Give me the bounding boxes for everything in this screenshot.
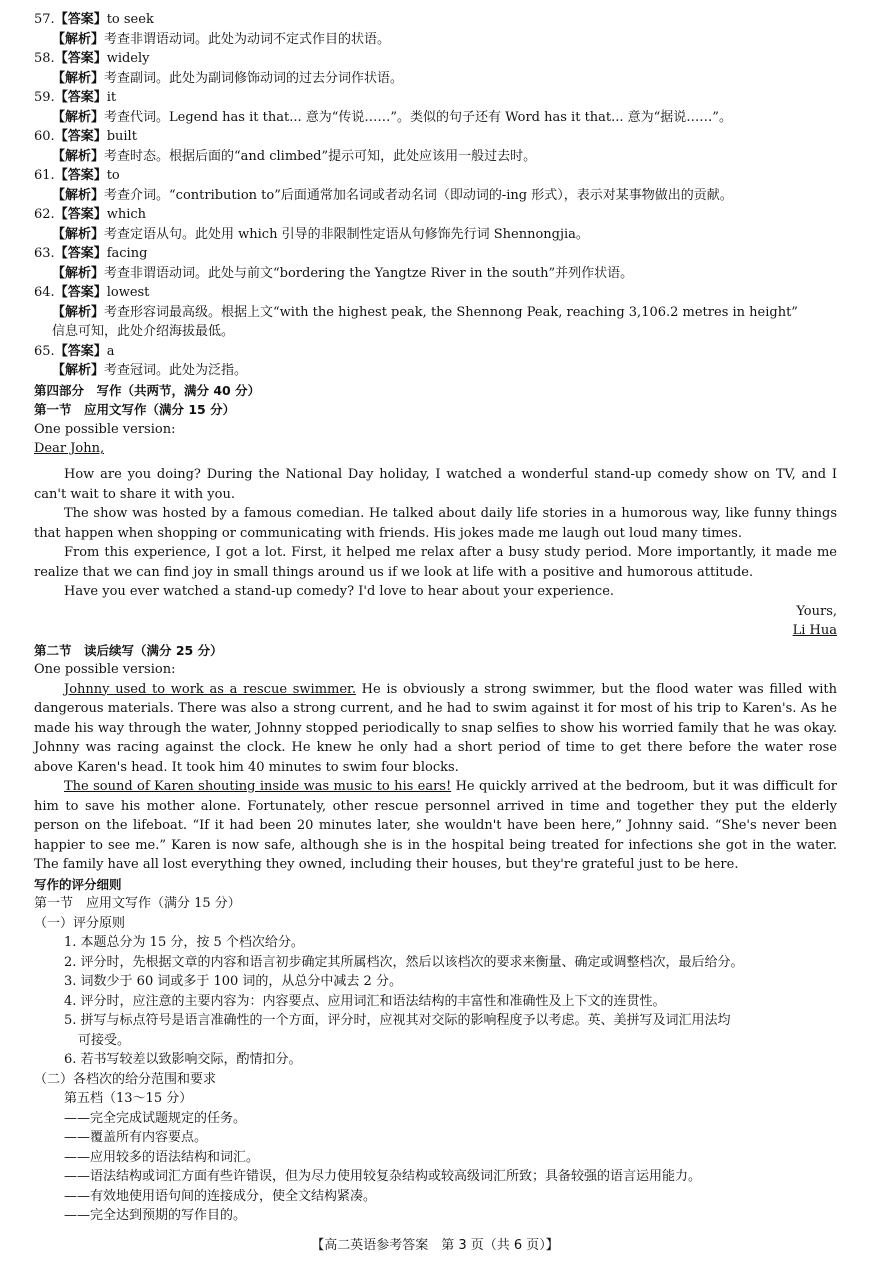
letter-paragraph: Have you ever watched a stand-up comedy? I'd love to hear about your experience. — [64, 584, 615, 599]
principle-item: 5. 拼写与标点符号是语言准确性的一个方面，评分时，应视其对交际的影响程度予以考虑。英、美拼写及词汇用法均 — [64, 1013, 731, 1028]
level-item: ——语法结构或词汇方面有些许错误，但为尽力使用较复杂结构或较高级词汇所致；具备较强的语言运用能力。 — [64, 1169, 702, 1184]
answer-key-page — [34, 10, 837, 1226]
level-item: ——有效地使用语句间的连接成分，使全文结构紧凑。 — [64, 1188, 377, 1204]
answer-line: 63.【答案】facing — [34, 246, 148, 261]
rubric-subtitle: 第一节 应用文写作（满分 15 分） — [34, 896, 241, 911]
explanation-line: 【解析】考查形容词最高级。根据上文“with the highest peak, the Shennong Peak, reaching 3,106.2 metres in height” — [52, 304, 798, 320]
version-label: One possible version: — [34, 662, 176, 677]
principle-item: 4. 评分时，应注意的主要内容为：内容要点、应用词汇和语法结构的丰富性和准确性及上下文的连贯性。 — [64, 993, 666, 1009]
level-title: 第五档（13～15 分） — [64, 1091, 193, 1106]
page-footer: 【高二英语参考答案 第 3 页（共 6 页）】 — [311, 1238, 559, 1253]
explanation-line: 【解析】考查时态。根据后面的“and climbed”提示可知，此处应该用一般过去时。 — [52, 148, 537, 164]
answer-line: 59.【答案】it — [34, 90, 117, 105]
letter-paragraph: The show was hosted by a famous comedian. He talked about daily life stories in a humorous way, like funny things that happen when shopping or communicating with friends. His jokes made me laugh out loud many times. — [34, 506, 837, 541]
level-item: ——覆盖所有内容要点。 — [64, 1130, 208, 1145]
explanation-line: 【解析】考查冠词。此处为泛指。 — [52, 363, 248, 378]
principle-item: 6. 若书写较差以致影响交际，酌情扣分。 — [64, 1052, 302, 1067]
principles-title: （一）评分原则 — [34, 915, 126, 931]
letter-closing: Yours, — [796, 603, 837, 619]
explanation-line: 【解析】考查非谓语动词。此处与前文“bordering the Yangtze River in the south”并列作状语。 — [52, 265, 634, 281]
explanation-line: 【解析】考查副词。此处为副词修饰动词的过去分词作状语。 — [52, 70, 404, 86]
answer-line: 58.【答案】widely — [34, 51, 150, 66]
answer-line: 57.【答案】to seek — [34, 12, 154, 27]
answer-line: 64.【答案】lowest — [34, 285, 150, 300]
answer-line: 60.【答案】built — [34, 129, 137, 144]
level-item: ——应用较多的语法结构和词汇。 — [64, 1149, 260, 1165]
answer-line: 61.【答案】to — [34, 168, 120, 183]
principle-item: 3. 词数少于 60 词或多于 100 词的，从总分中减去 2 分。 — [64, 974, 402, 989]
letter-greeting: Dear John, — [34, 441, 105, 456]
explanation-line: 【解析】考查定语从句。此处用 which 引导的非限制性定语从句修饰先行词 Shennongjia。 — [52, 226, 589, 242]
letter-paragraph: From this experience, I got a lot. First, it helped me relax after a busy study period. More importantly, it made me realize that we can find joy in small things around us if we look at life with a positive and humorous attitude. — [34, 545, 837, 580]
principle-item: 2. 评分时，先根据文章的内容和语言初步确定其所属档次，然后以该档次的要求来衡量、确定或调整档次，最后给分。 — [64, 954, 744, 970]
answer-line: 62.【答案】which — [34, 207, 147, 222]
explanation-line: 【解析】考查代词。Legend has it that... 意为“传说……”。类似的句子还有 Word has it that... 意为“据说……”。 — [52, 109, 732, 125]
section-title: 第二节 读后续写（满分 25 分） — [34, 642, 223, 658]
version-label: One possible version: — [34, 421, 176, 437]
principle-item: 1. 本题总分为 15 分，按 5 个档次给分。 — [64, 935, 304, 950]
continuation-paragraph: The sound of Karen shouting inside was music to his ears! He quickly arrived at the bedroom, but it was difficult for him to save his mother alone. Fortunately, other rescue personnel arrived in time and together they put the elderly person on the lifeboat. “If it had been 20 minutes later, she wouldn't have been here,” Johnny said. “She's never been happier to see me.” Karen is now safe, although she is in the hospital being treated for infections she got in the water. The family have all lost everything they owned, including their houses, but they're grateful just to be here. — [34, 779, 837, 872]
answer-line: 65.【答案】a — [34, 343, 115, 359]
section-title: 第一节 应用文写作（满分 15 分） — [34, 402, 236, 417]
rubric-title: 写作的评分细则 — [34, 876, 122, 892]
letter-paragraph: How are you doing? During the National Day holiday, I watched a wonderful stand-up comedy show on TV, and I can't wait to share it with you. — [34, 467, 837, 502]
levels-title: （二）各档次的给分范围和要求 — [34, 1071, 217, 1087]
level-item: ——完全完成试题规定的任务。 — [64, 1110, 247, 1126]
explanation-line: 【解析】考查介词。“contribution to”后面通常加名词或者动名词（即动词的-ing 形式），表示对某事物做出的贡献。 — [52, 187, 733, 203]
letter-signature: Li Hua — [792, 623, 837, 638]
explanation-line: 信息可知，此处介绍海拔最低。 — [52, 324, 235, 339]
explanation-line: 【解析】考查非谓语动词。此处为动词不定式作目的状语。 — [52, 31, 391, 47]
level-item: ——完全达到预期的写作目的。 — [64, 1208, 247, 1223]
part-title: 第四部分 写作（共两节，满分 40 分） — [34, 382, 261, 398]
continuation-paragraph: Johnny used to work as a rescue swimmer. He is obviously a strong swimmer, but the flood water was filled with dangerous materials. There was also a strong current, and he had to swim against it for most of his trip to Karen's. As he made his way through the water, Johnny stopped periodically to snap selfies to show his worried family that he was okay. Johnny was racing against the clock. He knew he only had a short period of time to get there before the water rose above Karen's head. It took him 40 minutes to swim four blocks. — [34, 681, 837, 775]
principle-item-cont: 可接受。 — [78, 1032, 131, 1048]
